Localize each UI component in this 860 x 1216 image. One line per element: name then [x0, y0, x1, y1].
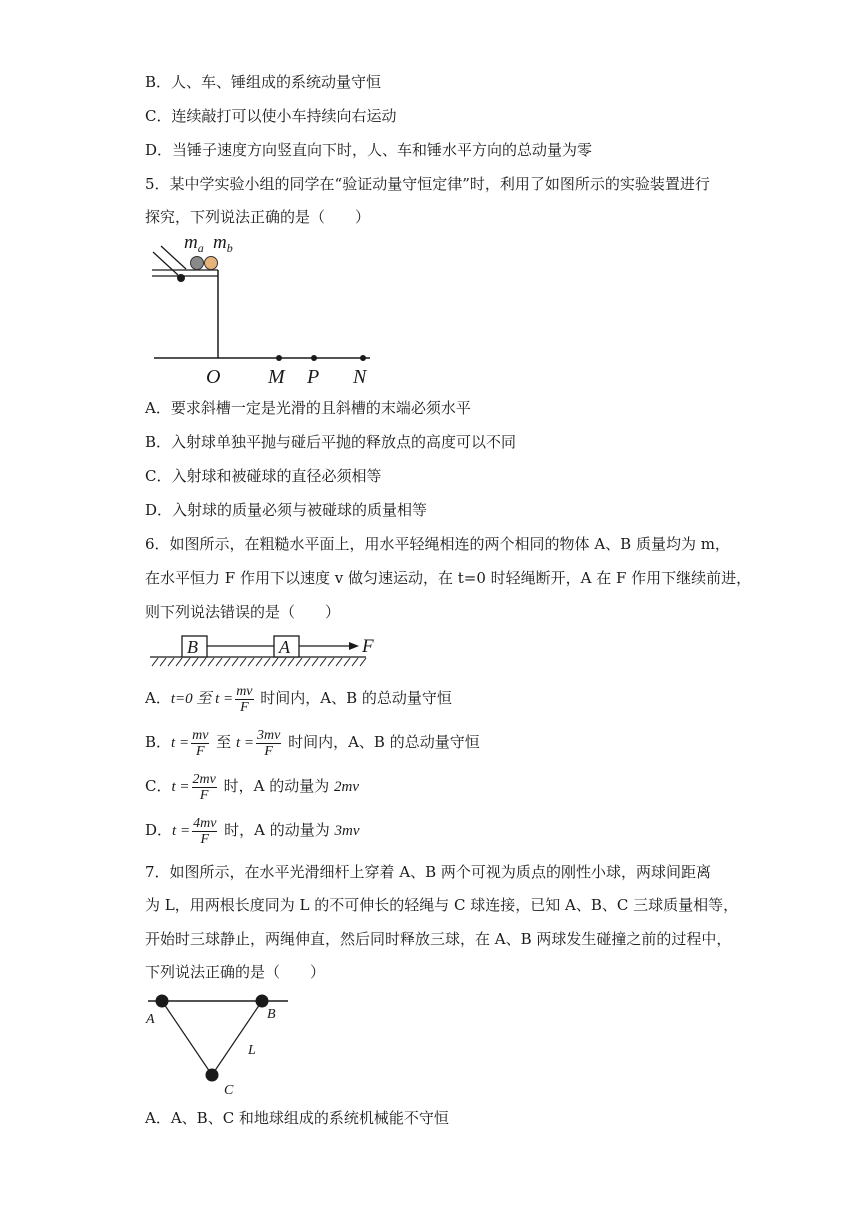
q4-option-d: D．当锤子速度方向竖直向下时，人、车和锤水平方向的总动量为零 [145, 141, 593, 159]
q7-option-a: A．A、B、C 和地球组成的系统机械能不守恒 [145, 1109, 449, 1127]
label-ball-B: B [267, 1007, 276, 1022]
label-M: M [268, 366, 285, 388]
label-block-A: A [279, 637, 290, 657]
q7-stem-line4: 下列说法正确的是（ ） [145, 963, 326, 981]
q4-option-b: B．人、车、锤组成的系统动量守恒 [145, 73, 382, 91]
svg-text:ma [184, 232, 204, 255]
q5-stem-line1: 5．某中学实验小组的同学在“验证动量守恒定律”时，利用了如图所示的实验装置进行 [145, 175, 710, 193]
label-mb: m [213, 232, 227, 253]
label-length-L: L [248, 1043, 256, 1058]
label-O: O [206, 366, 221, 388]
label-P: P [307, 366, 320, 388]
svg-text:mb [213, 232, 233, 255]
label-ball-C: C [224, 1083, 234, 1098]
label-force-F: F [362, 636, 374, 657]
q6-stem-line3: 则下列说法错误的是（ ） [145, 603, 341, 621]
label-ma: m [184, 232, 198, 253]
q6-option-c: C．t = $\frac{2mv}{F}$ 时，A 的动量为 2mv [145, 771, 359, 803]
q5-stem-line2: 探究，下列说法正确的是（ ） [145, 208, 371, 226]
q6-option-d: D．t = $\frac{4mv}{F}$ 时，A 的动量为 3mv [145, 815, 360, 847]
q5-option-b: B．入射球单独平抛与碰后平抛的释放点的高度可以不同 [145, 433, 517, 451]
q7-stem-line2: 为 L，用两根长度同为 L 的不可伸长的轻绳与 C 球连接，已知 A、B、C 三球质量相等， [145, 896, 739, 914]
q6-stem-line1: 6．如图所示，在粗糙水平面上，用水平轻绳相连的两个相同的物体 A、B 质量均为 m， [145, 535, 730, 553]
label-ball-A: A [146, 1012, 155, 1027]
q7-triangle-figure [140, 990, 300, 1100]
q6-option-a: A．t=0 至 t = $\frac{mv}{F}$ 时间内，A、B 的总动量守恒 [145, 683, 452, 715]
label-block-B: B [187, 637, 198, 657]
label-mb-sub: b [226, 241, 233, 255]
q7-stem-line3: 开始时三球静止，两绳伸直，然后同时释放三球，在 A、B 两球发生碰撞之前的过程中， [145, 930, 732, 948]
q5-option-a: A．要求斜槽一定是光滑的且斜槽的末端必须水平 [145, 399, 471, 417]
label-N: N [353, 366, 367, 388]
q5-option-d: D．入射球的质量必须与被碰球的质量相等 [145, 501, 428, 519]
q4-option-c: C．连续敲打可以使小车持续向右运动 [145, 107, 397, 125]
q6-option-b: B．t = $\frac{mv}{F}$ 至 t = $\frac{3mv}{F}$ 时间内，A、B 的总动量守恒 [145, 727, 480, 759]
label-ma-sub: a [197, 241, 204, 255]
q5-option-c: C．入射球和被碰球的直径必须相等 [145, 467, 382, 485]
q6-stem-line2: 在水平恒力 F 作用下以速度 v 做匀速运动，在 t=0 时轻绳断开，A 在 F 作用下继续前进， [145, 569, 752, 587]
q6-blocks-figure [148, 632, 388, 672]
q5-apparatus-figure [148, 232, 388, 392]
q7-stem-line1: 7．如图所示，在水平光滑细杆上穿着 A、B 两个可视为质点的刚性小球，两球间距离 [145, 863, 711, 881]
